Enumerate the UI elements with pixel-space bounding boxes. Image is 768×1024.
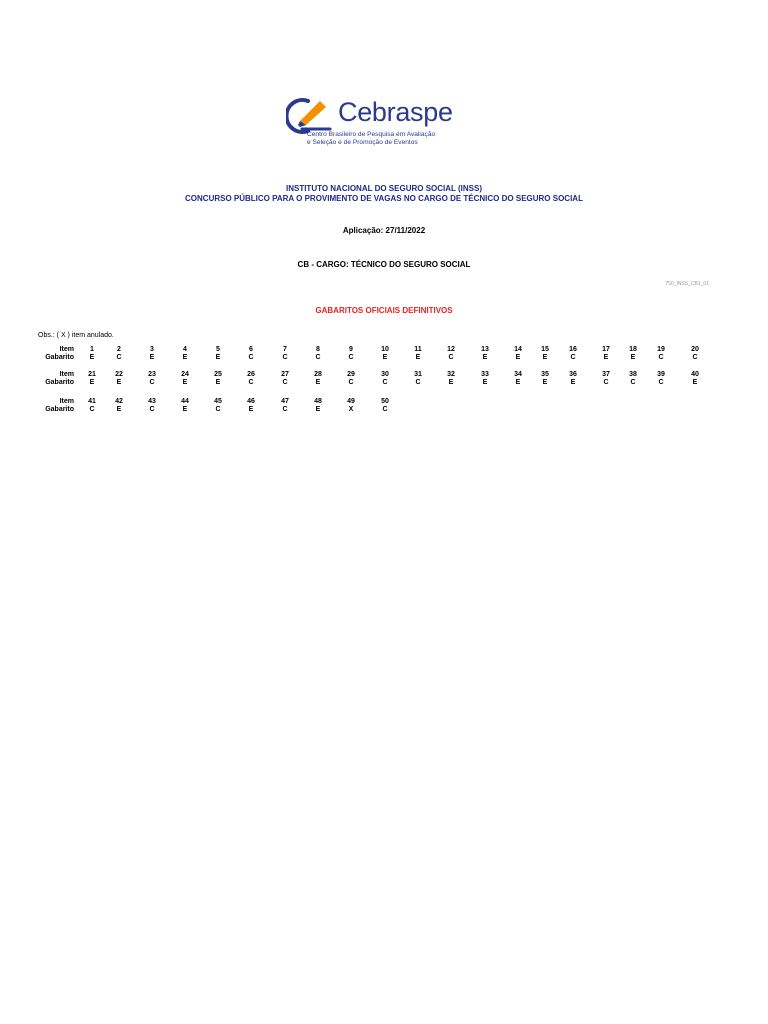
- answer-value: C: [415, 379, 421, 386]
- cebraspe-logo: [286, 93, 486, 153]
- answer-value: C: [282, 406, 288, 413]
- logo-subtitle-line1: Centro Brasileiro de Pesquisa em Avaliação: [307, 131, 436, 138]
- answer-value: C: [215, 406, 221, 413]
- answer-value: C: [116, 354, 122, 361]
- contest-title: CONCURSO PÚBLICO PARA O PROVIMENTO DE VAGAS NO CARGO DE TÉCNICO DO SEGURO SOCIAL: [185, 194, 583, 203]
- item-number: 49: [347, 398, 355, 405]
- answer-value: C: [348, 379, 354, 386]
- answer-value: E: [149, 354, 155, 361]
- answer-value: C: [248, 379, 254, 386]
- item-number: 36: [569, 371, 577, 378]
- gabarito-row-label: Gabarito: [45, 354, 74, 361]
- answer-value: C: [89, 406, 95, 413]
- item-number: 45: [214, 398, 222, 405]
- item-number: 2: [117, 346, 121, 353]
- answer-value: C: [149, 379, 155, 386]
- item-number: 26: [247, 371, 255, 378]
- answer-value: E: [215, 379, 221, 386]
- answer-value: E: [448, 379, 454, 386]
- item-number: 16: [569, 346, 577, 353]
- answer-value: E: [415, 354, 421, 361]
- item-number: 18: [629, 346, 637, 353]
- answer-value: E: [182, 379, 188, 386]
- institution-name: INSTITUTO NACIONAL DO SEGURO SOCIAL (INSS): [285, 184, 482, 193]
- answer-value: E: [116, 406, 122, 413]
- item-number: 25: [214, 371, 222, 378]
- item-number: 9: [349, 346, 353, 353]
- answer-value: E: [315, 379, 321, 386]
- answer-value: X: [348, 406, 354, 413]
- item-number: 19: [657, 346, 665, 353]
- item-number: 37: [602, 371, 610, 378]
- answer-value: C: [382, 406, 388, 413]
- item-number: 47: [281, 398, 289, 405]
- answer-value: E: [248, 406, 254, 413]
- item-number: 11: [414, 346, 422, 353]
- item-number: 15: [541, 346, 549, 353]
- answer-value: E: [570, 379, 576, 386]
- item-number: 21: [88, 371, 96, 378]
- item-number: 34: [514, 371, 522, 378]
- answer-value: C: [658, 354, 664, 361]
- application-date: Aplicação: 27/11/2022: [342, 226, 426, 235]
- answer-value: E: [515, 354, 521, 361]
- item-number: 3: [150, 346, 154, 353]
- item-row-label: Item: [59, 371, 74, 378]
- answer-key-title: GABARITOS OFICIAIS DEFINITIVOS: [315, 306, 453, 315]
- cargo-title: CB - CARGO: TÉCNICO DO SEGURO SOCIAL: [297, 260, 471, 269]
- item-number: 43: [148, 398, 156, 405]
- item-number: 1: [90, 346, 94, 353]
- item-number: 20: [691, 346, 699, 353]
- observation-note: Obs.: ( X ) item anulado.: [38, 332, 114, 339]
- answer-value: C: [448, 354, 454, 361]
- answer-value: C: [570, 354, 576, 361]
- document-code: 750_INSS_CB1_01: [665, 281, 709, 287]
- item-number: 4: [183, 346, 187, 353]
- item-number: 44: [181, 398, 189, 405]
- answer-value: C: [382, 379, 388, 386]
- answer-value: C: [692, 354, 698, 361]
- answer-value: E: [542, 354, 548, 361]
- item-number: 50: [381, 398, 389, 405]
- answer-value: E: [542, 379, 548, 386]
- item-number: 48: [314, 398, 322, 405]
- item-number: 12: [447, 346, 455, 353]
- item-number: 23: [148, 371, 156, 378]
- item-number: 39: [657, 371, 665, 378]
- item-number: 22: [115, 371, 123, 378]
- item-number: 31: [414, 371, 422, 378]
- item-number: 42: [115, 398, 123, 405]
- item-number: 8: [316, 346, 320, 353]
- item-number: 30: [381, 371, 389, 378]
- item-number: 40: [691, 371, 699, 378]
- item-number: 29: [347, 371, 355, 378]
- answer-value: E: [89, 379, 95, 386]
- gabarito-row-label: Gabarito: [45, 406, 74, 413]
- answer-value: E: [182, 406, 188, 413]
- item-number: 38: [629, 371, 637, 378]
- item-number: 33: [481, 371, 489, 378]
- answer-value: E: [116, 379, 122, 386]
- item-number: 32: [447, 371, 455, 378]
- item-number: 41: [88, 398, 96, 405]
- item-number: 27: [281, 371, 289, 378]
- answer-value: E: [315, 406, 321, 413]
- answer-value: E: [482, 379, 488, 386]
- answer-value: C: [658, 379, 664, 386]
- answer-value: C: [248, 354, 254, 361]
- answer-value: C: [282, 379, 288, 386]
- item-number: 14: [514, 346, 522, 353]
- answer-value: E: [603, 354, 609, 361]
- answer-value: C: [315, 354, 321, 361]
- logo-brand-name: Cebraspe: [338, 97, 453, 127]
- item-number: 10: [381, 346, 389, 353]
- answer-value: C: [282, 354, 288, 361]
- item-number: 13: [481, 346, 489, 353]
- item-number: 7: [283, 346, 287, 353]
- answer-value: E: [515, 379, 521, 386]
- item-row-label: Item: [59, 398, 74, 405]
- answer-value: E: [215, 354, 221, 361]
- answer-value: C: [348, 354, 354, 361]
- item-number: 35: [541, 371, 549, 378]
- answer-value: C: [603, 379, 609, 386]
- answer-value: E: [692, 379, 698, 386]
- item-number: 46: [247, 398, 255, 405]
- item-number: 17: [602, 346, 610, 353]
- gabarito-row-label: Gabarito: [45, 379, 74, 386]
- cebraspe-logo-icon: [286, 95, 336, 135]
- answer-value: C: [149, 406, 155, 413]
- item-row-label: Item: [59, 346, 74, 353]
- answer-value: E: [382, 354, 388, 361]
- answer-value: E: [89, 354, 95, 361]
- item-number: 5: [216, 346, 220, 353]
- logo-subtitle-line2: e Seleção e de Promoção de Eventos: [307, 139, 418, 146]
- answer-value: E: [630, 354, 636, 361]
- answer-value: E: [182, 354, 188, 361]
- item-number: 24: [181, 371, 189, 378]
- answer-value: C: [630, 379, 636, 386]
- answer-value: E: [482, 354, 488, 361]
- item-number: 28: [314, 371, 322, 378]
- item-number: 6: [249, 346, 253, 353]
